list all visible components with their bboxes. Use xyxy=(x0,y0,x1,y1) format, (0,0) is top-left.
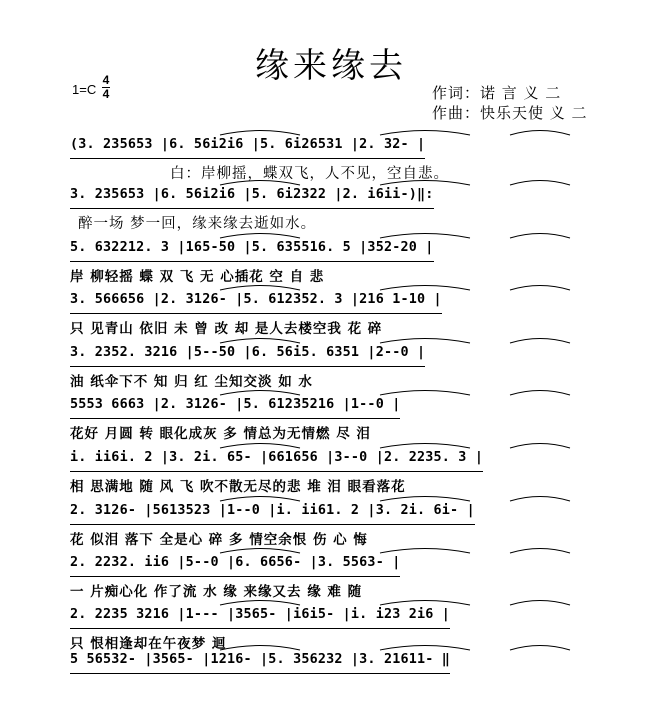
slur-mark xyxy=(220,549,300,554)
slur-mark xyxy=(510,497,570,502)
slur-mark xyxy=(510,181,570,186)
notation-line: 3. 235653 |6. 56i2i6 |5. 6i2322 |2. i6ii-)‖: xyxy=(70,187,434,209)
slur-mark xyxy=(510,444,570,449)
slur-mark xyxy=(510,286,570,291)
notation-line: 5. 632212. 3 |165-50 |5. 635516. 5 |352-20 | xyxy=(70,240,434,262)
lyric-line: 花好 月圆 转 眼化成灰 多 情总为无情燃 尽 泪 xyxy=(70,426,371,442)
notation-line: 5553 6663 |2. 3126- |5. 61235216 |1--0 | xyxy=(70,397,400,419)
slur-mark xyxy=(220,234,300,239)
slur-mark xyxy=(220,601,300,606)
slur-mark xyxy=(510,234,570,239)
slur-mark xyxy=(380,391,470,396)
lyric-line: 花 似泪 落下 全是心 碎 多 情空余恨 伤 心 悔 xyxy=(70,532,368,548)
slur-mark xyxy=(510,391,570,396)
lyric-line: 油 纸伞下不 知 归 红 尘知交淡 如 水 xyxy=(70,374,313,390)
slur-mark xyxy=(220,339,300,344)
slur-mark xyxy=(380,444,470,449)
notation-line: 5 56532- |3565- |1216- |5. 356232 |3. 21611- ‖ xyxy=(70,652,450,674)
composer-credit: 作曲：快乐天使 义 二 xyxy=(432,104,588,122)
slur-mark xyxy=(220,131,300,136)
lyricist-credit: 作词：诺 言 义 二 xyxy=(432,84,562,102)
slur-mark xyxy=(380,131,470,136)
lyric-line: 岸 柳轻摇 蝶 双 飞 无 心插花 空 自 悲 xyxy=(70,269,325,285)
slur-mark xyxy=(220,497,300,502)
score-sheet xyxy=(70,0,610,705)
slur-mark xyxy=(220,286,300,291)
notation-line: 3. 566656 |2. 3126- |5. 612352. 3 |216 1-10 | xyxy=(70,292,442,314)
slur-mark xyxy=(510,646,570,651)
lyric-line: 醉一场 梦一回，缘来缘去逝如水。 xyxy=(78,216,317,232)
lyric-line: 白：岸柳摇，蝶双飞，人不见，空自悲。 xyxy=(170,166,449,182)
key-signature: 1=C xyxy=(72,82,97,97)
slur-mark xyxy=(380,286,470,291)
lyric-line: 只 见青山 依旧 未 曾 改 却 是人去楼空我 花 碎 xyxy=(70,321,383,337)
lyric-line: 一 片痴心化 作了流 水 缘 来缘又去 缘 难 随 xyxy=(70,584,363,600)
time-signature-bottom: 4 xyxy=(102,87,110,101)
notation-line: 2. 2232. ii6 |5--0 |6. 6656- |3. 5563- | xyxy=(70,555,400,577)
slur-mark xyxy=(380,549,470,554)
lyric-line: 只 恨相逢却在午夜梦 迴 xyxy=(70,636,227,652)
time-signature-top: 4 xyxy=(102,73,110,87)
notation-line: 3. 2352. 3216 |5--50 |6. 56i5. 6351 |2--0 | xyxy=(70,345,425,367)
slur-mark xyxy=(220,444,300,449)
notation-line: i. ii6i. 2 |3. 2i. 65- |661656 |3--0 |2. 2235. 3 | xyxy=(70,450,483,472)
slur-mark xyxy=(510,339,570,344)
notation-line: (3. 235653 |6. 56i2i6 |5. 6i26531 |2. 32- | xyxy=(70,137,425,159)
slur-mark xyxy=(220,646,300,651)
slur-mark xyxy=(510,131,570,136)
slur-mark xyxy=(380,646,470,651)
slur-mark xyxy=(510,549,570,554)
song-title: 缘来缘去 xyxy=(255,46,407,86)
slur-mark xyxy=(380,497,470,502)
slur-mark xyxy=(510,601,570,606)
notation-line: 2. 2235 3216 |1--- |3565- |i6i5- |i. i23 2i6 | xyxy=(70,607,450,629)
slur-mark xyxy=(220,391,300,396)
slur-mark xyxy=(380,234,470,239)
lyric-line: 相 思满地 随 风 飞 吹不散无尽的悲 堆 泪 眼看落花 xyxy=(70,479,406,495)
slur-mark xyxy=(380,601,470,606)
notation-line: 2. 3126- |5613523 |1--0 |i. ii61. 2 |3. 2i. 6i- | xyxy=(70,503,475,525)
slur-mark xyxy=(380,339,470,344)
